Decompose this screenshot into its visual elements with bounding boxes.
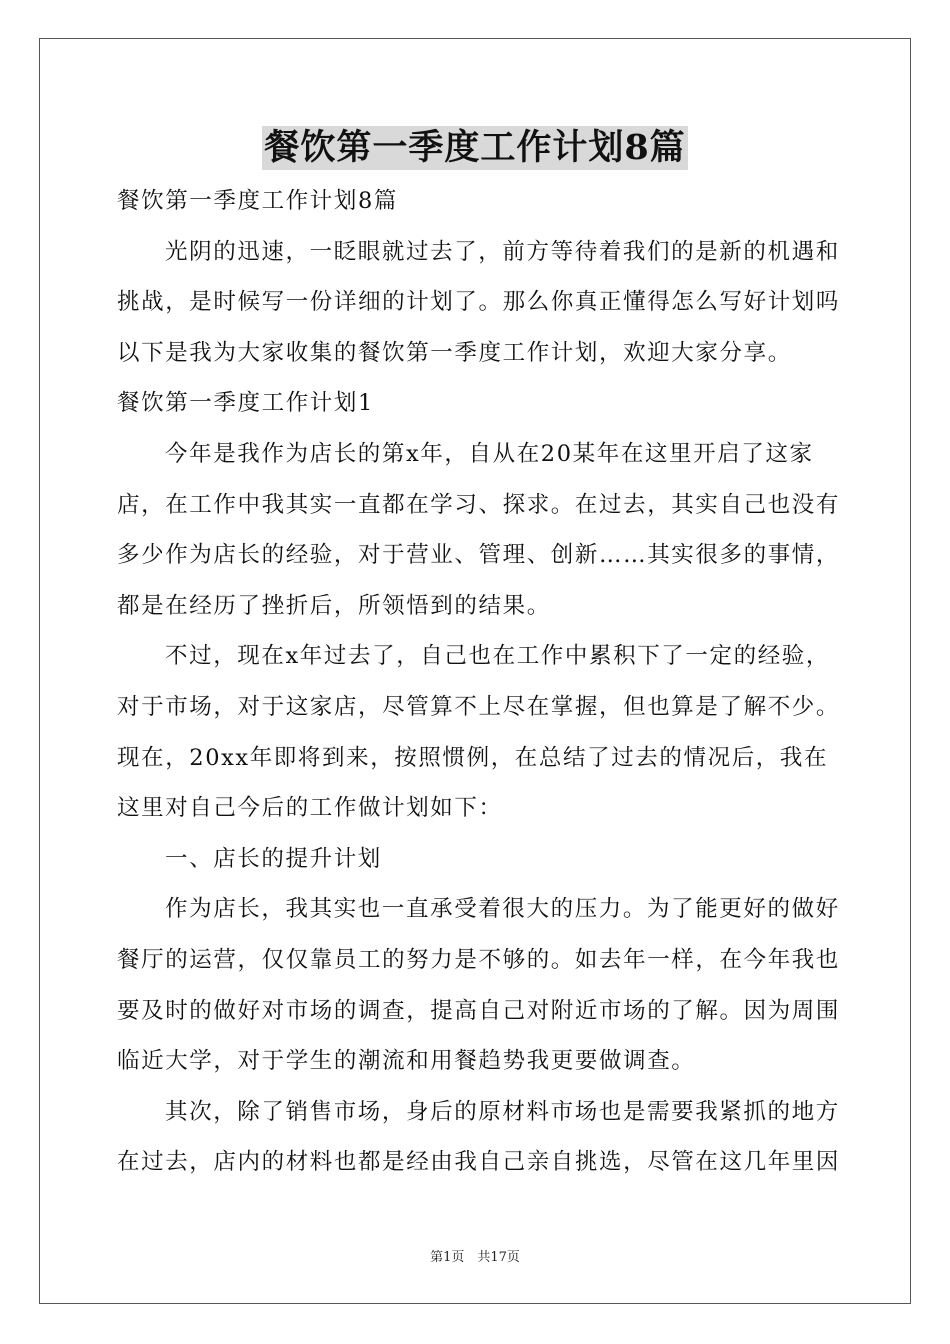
text-line: 一、店长的提升计划 (165, 845, 382, 872)
document-title: 餐饮第一季度工作计划8篇 (264, 127, 686, 168)
text-line: 光阴的迅速，一眨眼就过去了，前方等待着我们的是新的机遇和 (165, 238, 840, 265)
document-body (117, 176, 841, 1188)
text-line: 店，在工作中我其实一直都在学习、探求。在过去，其实自己也没有 (117, 491, 841, 518)
text-line: 对于市场，对于这家店，尽管算不上尽在掌握，但也算是了解不少。 (117, 693, 841, 720)
text-line: 不过，现在x年过去了，自己也在工作中累积下了一定的经验， (165, 643, 830, 670)
text-line: 餐饮第一季度工作计划1 (117, 390, 374, 417)
text-line: 多少作为店长的经验，对于营业、管理、创新……其实很多的事情， (117, 542, 841, 569)
text-line: 以下是我为大家收集的餐饮第一季度工作计划，欢迎大家分享。 (117, 339, 792, 366)
text-line: 要及时的做好对市场的调查，提高自己对附近市场的了解。因为周围 (117, 997, 841, 1024)
text-line: 作为店长，我其实也一直承受着很大的压力。为了能更好的做好 (165, 896, 840, 923)
page-footer: 第1页 共17页 (430, 1250, 520, 1265)
title-container (0, 126, 950, 170)
text-line: 挑战，是时候写一份详细的计划了。那么你真正懂得怎么写好计划吗 (117, 289, 841, 316)
text-line: 临近大学，对于学生的潮流和用餐趋势我更要做调查。 (117, 1048, 696, 1075)
text-line: 餐饮第一季度工作计划8篇 (117, 188, 399, 214)
text-line: 现在，20xx年即将到来，按照惯例，在总结了过去的情况后，我在 (117, 744, 829, 771)
text-line: 在过去，店内的材料也都是经由我自己亲自挑选，尽管在这几年里因 (117, 1149, 841, 1176)
text-line: 这里对自己今后的工作做计划如下： (117, 795, 503, 822)
text-line: 都是在经历了挫折后，所领悟到的结果。 (117, 592, 551, 619)
text-line: 餐厅的运营，仅仅靠员工的努力是不够的。如去年一样，在今年我也 (117, 946, 841, 973)
text-line: 今年是我作为店长的第x年，自从在20某年在这里开启了这家 (165, 440, 814, 467)
text-line: 其次，除了销售市场，身后的原材料市场也是需要我紧抓的地方 (165, 1098, 840, 1125)
